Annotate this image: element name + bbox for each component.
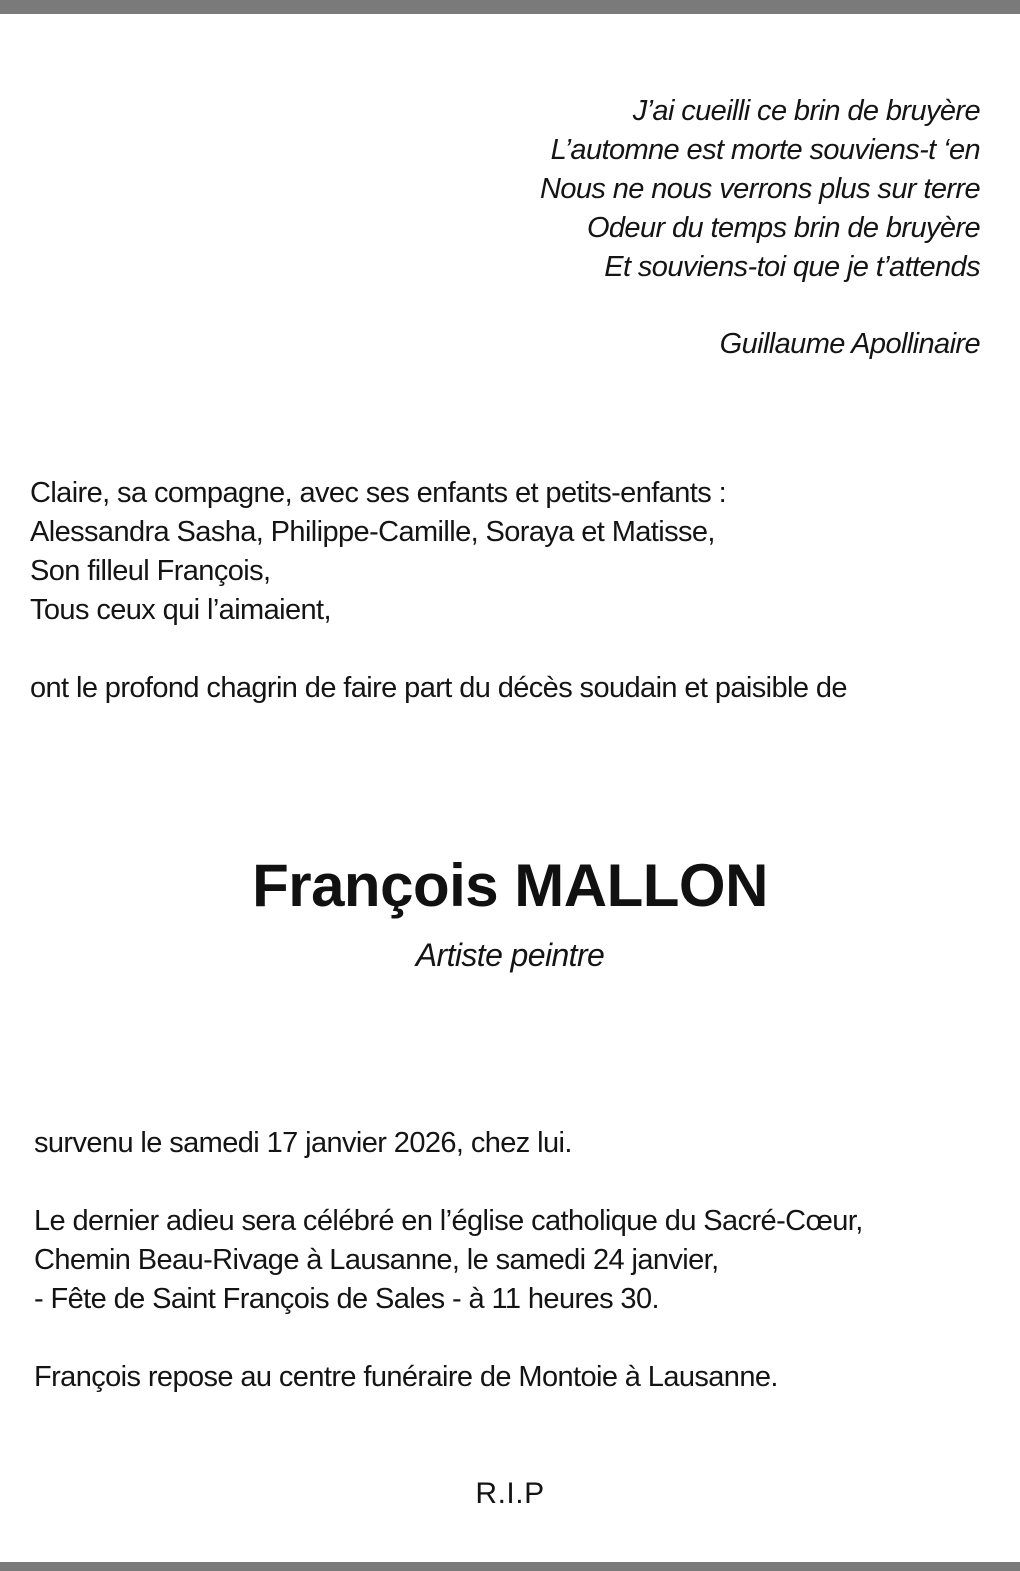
top-border-bar (0, 0, 1020, 14)
family-line: Tous ceux qui l’aimaient, (30, 594, 331, 626)
poem-line: L’automne est morte souviens-t ‘en (550, 134, 980, 166)
ceremony-line: Chemin Beau-Rivage à Lausanne, le samedi 24 janvier, (34, 1244, 719, 1276)
deceased-profession: Artiste peintre (415, 937, 605, 973)
deceased-name: François MALLON (252, 852, 768, 919)
family-line: Alessandra Sasha, Philippe-Camille, Soraya et Matisse, (30, 516, 715, 548)
poem-line: J’ai cueilli ce brin de bruyère (632, 95, 980, 127)
poem-line: Nous ne nous verrons plus sur terre (540, 173, 980, 205)
poem-line: Odeur du temps brin de bruyère (586, 212, 980, 244)
family-line: Claire, sa compagne, avec ses enfants et petits-enfants : (30, 477, 727, 509)
poem-quote (340, 92, 980, 364)
family-section (30, 474, 990, 708)
ceremony-line: - Fête de Saint François de Sales - à 11 heures 30. (34, 1283, 659, 1315)
rip-closing: R.I.P (475, 1477, 545, 1510)
family-line: Son filleul François, (30, 555, 271, 587)
poem-author: Guillaume Apollinaire (719, 328, 980, 360)
resting-place: François repose au centre funéraire de Montoie à Lausanne. (34, 1361, 778, 1393)
date-of-death: survenu le samedi 17 janvier 2026, chez lui. (34, 1127, 572, 1159)
poem-line: Et souviens-toi que je t’attends (604, 251, 980, 283)
death-announcement: ont le profond chagrin de faire part du décès soudain et paisible de (30, 672, 847, 704)
ceremony-line: Le dernier adieu sera célébré en l’église catholique du Sacré-Cœur, (34, 1205, 863, 1237)
bottom-border-bar (0, 1562, 1020, 1571)
details-section (34, 1124, 994, 1397)
